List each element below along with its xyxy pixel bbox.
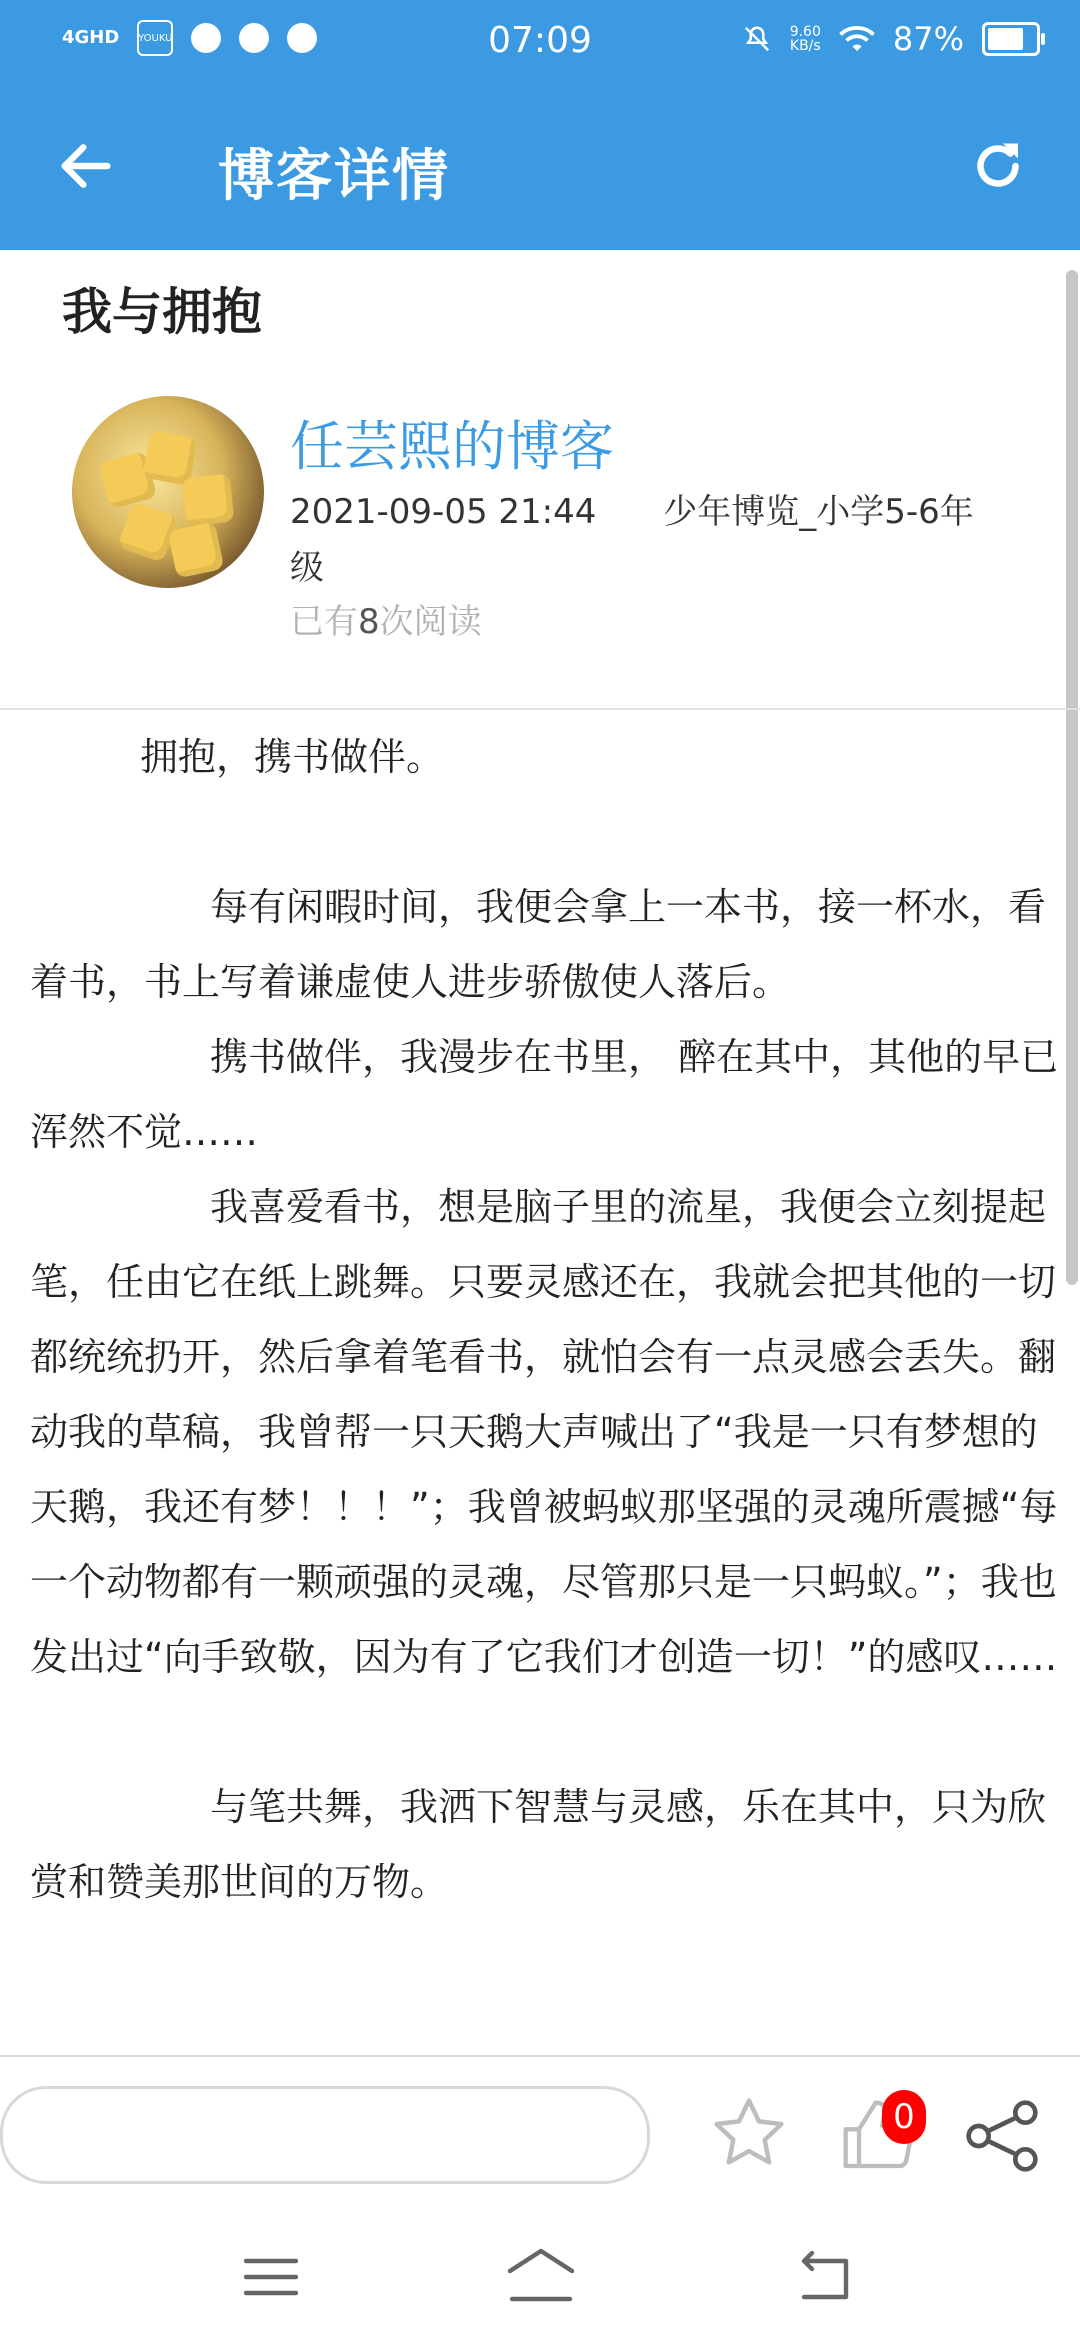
share-icon[interactable]: [962, 2096, 1042, 2176]
blank-line: [30, 795, 1060, 870]
network-indicator: 4GHD: [62, 27, 120, 48]
status-time: 07:09: [488, 20, 592, 61]
blog-name-link[interactable]: 任芸熙的博客: [290, 415, 614, 478]
youku-label: YOUKU: [138, 32, 173, 44]
top-app-bar: [0, 0, 1080, 250]
menu-icon[interactable]: [244, 2257, 298, 2297]
mute-icon: [742, 24, 772, 54]
post-meta: [290, 484, 990, 596]
post-title: 我与拥抱: [62, 283, 262, 341]
post-category[interactable]: 少年博览_小学5-6年级: [290, 492, 974, 588]
content-paragraph: 携书做伴，我漫步在书里， 醉在其中，其他的早已浑然不觉……: [30, 1035, 1059, 1154]
arrow-left-icon[interactable]: [54, 134, 118, 198]
like-count-badge: 0: [882, 2090, 926, 2144]
divider: [0, 708, 1080, 710]
star-icon[interactable]: [708, 2092, 790, 2174]
system-nav-bar: [0, 2207, 1080, 2340]
post-date: 2021-09-05 21:44: [290, 492, 597, 532]
wifi-icon: [839, 24, 875, 54]
content-paragraph: 与笔共舞，我洒下智慧与灵感，乐在其中，只为欣赏和赞美那世间的万物。: [30, 1785, 1047, 1904]
battery-percent: 87%: [892, 20, 964, 58]
network-speed: 9.60 KB/s: [789, 24, 821, 54]
battery-fill: [988, 28, 1023, 50]
content-paragraph: 每有闲暇时间，我便会拿上一本书，接一杯水，看着书，书上写着谦虚使人进步骄傲使人落后。: [30, 885, 1047, 1004]
content-paragraph: 拥抱，携书做伴。: [140, 735, 445, 779]
nav-back-icon[interactable]: [796, 2251, 852, 2301]
scrollbar[interactable]: [1066, 270, 1078, 1285]
reads-suffix: 次阅读: [379, 602, 482, 642]
reads-prefix: 已有: [290, 602, 358, 642]
post-content: [30, 720, 1060, 1920]
blank-line: [30, 1695, 1060, 1770]
avatar[interactable]: [72, 396, 264, 588]
header: [0, 84, 1080, 250]
status-bar: [0, 0, 1080, 84]
comment-input[interactable]: [0, 2086, 650, 2184]
page-title: 博客详情: [218, 144, 450, 209]
refresh-icon[interactable]: [968, 136, 1028, 196]
content-paragraph: 我喜爱看书，想是脑子里的流星，我便会立刻提起笔，任由它在纸上跳舞。只要灵感还在，我就会把其他的一切都统统扔开，然后拿着笔看书，就怕会有一点灵感会丢失。翻动我的草稿，我曾帮一只天鹅大声喊出了“我是一只有梦想的天鹅，我还有梦！！！”；我曾被蚂蚁那坚强的灵魂所震撼“每一个动物都有一颗顽强的灵魂，尽管那只是一只蚂蚁。”；我也发出过“向手致敬，因为有了它我们才创造一切！”的感叹……: [30, 1185, 1058, 1679]
home-icon[interactable]: [506, 2247, 576, 2303]
status-right: [742, 20, 1040, 58]
reads-number: 8: [358, 602, 380, 642]
battery-icon: [982, 22, 1040, 56]
read-count: [290, 594, 482, 643]
